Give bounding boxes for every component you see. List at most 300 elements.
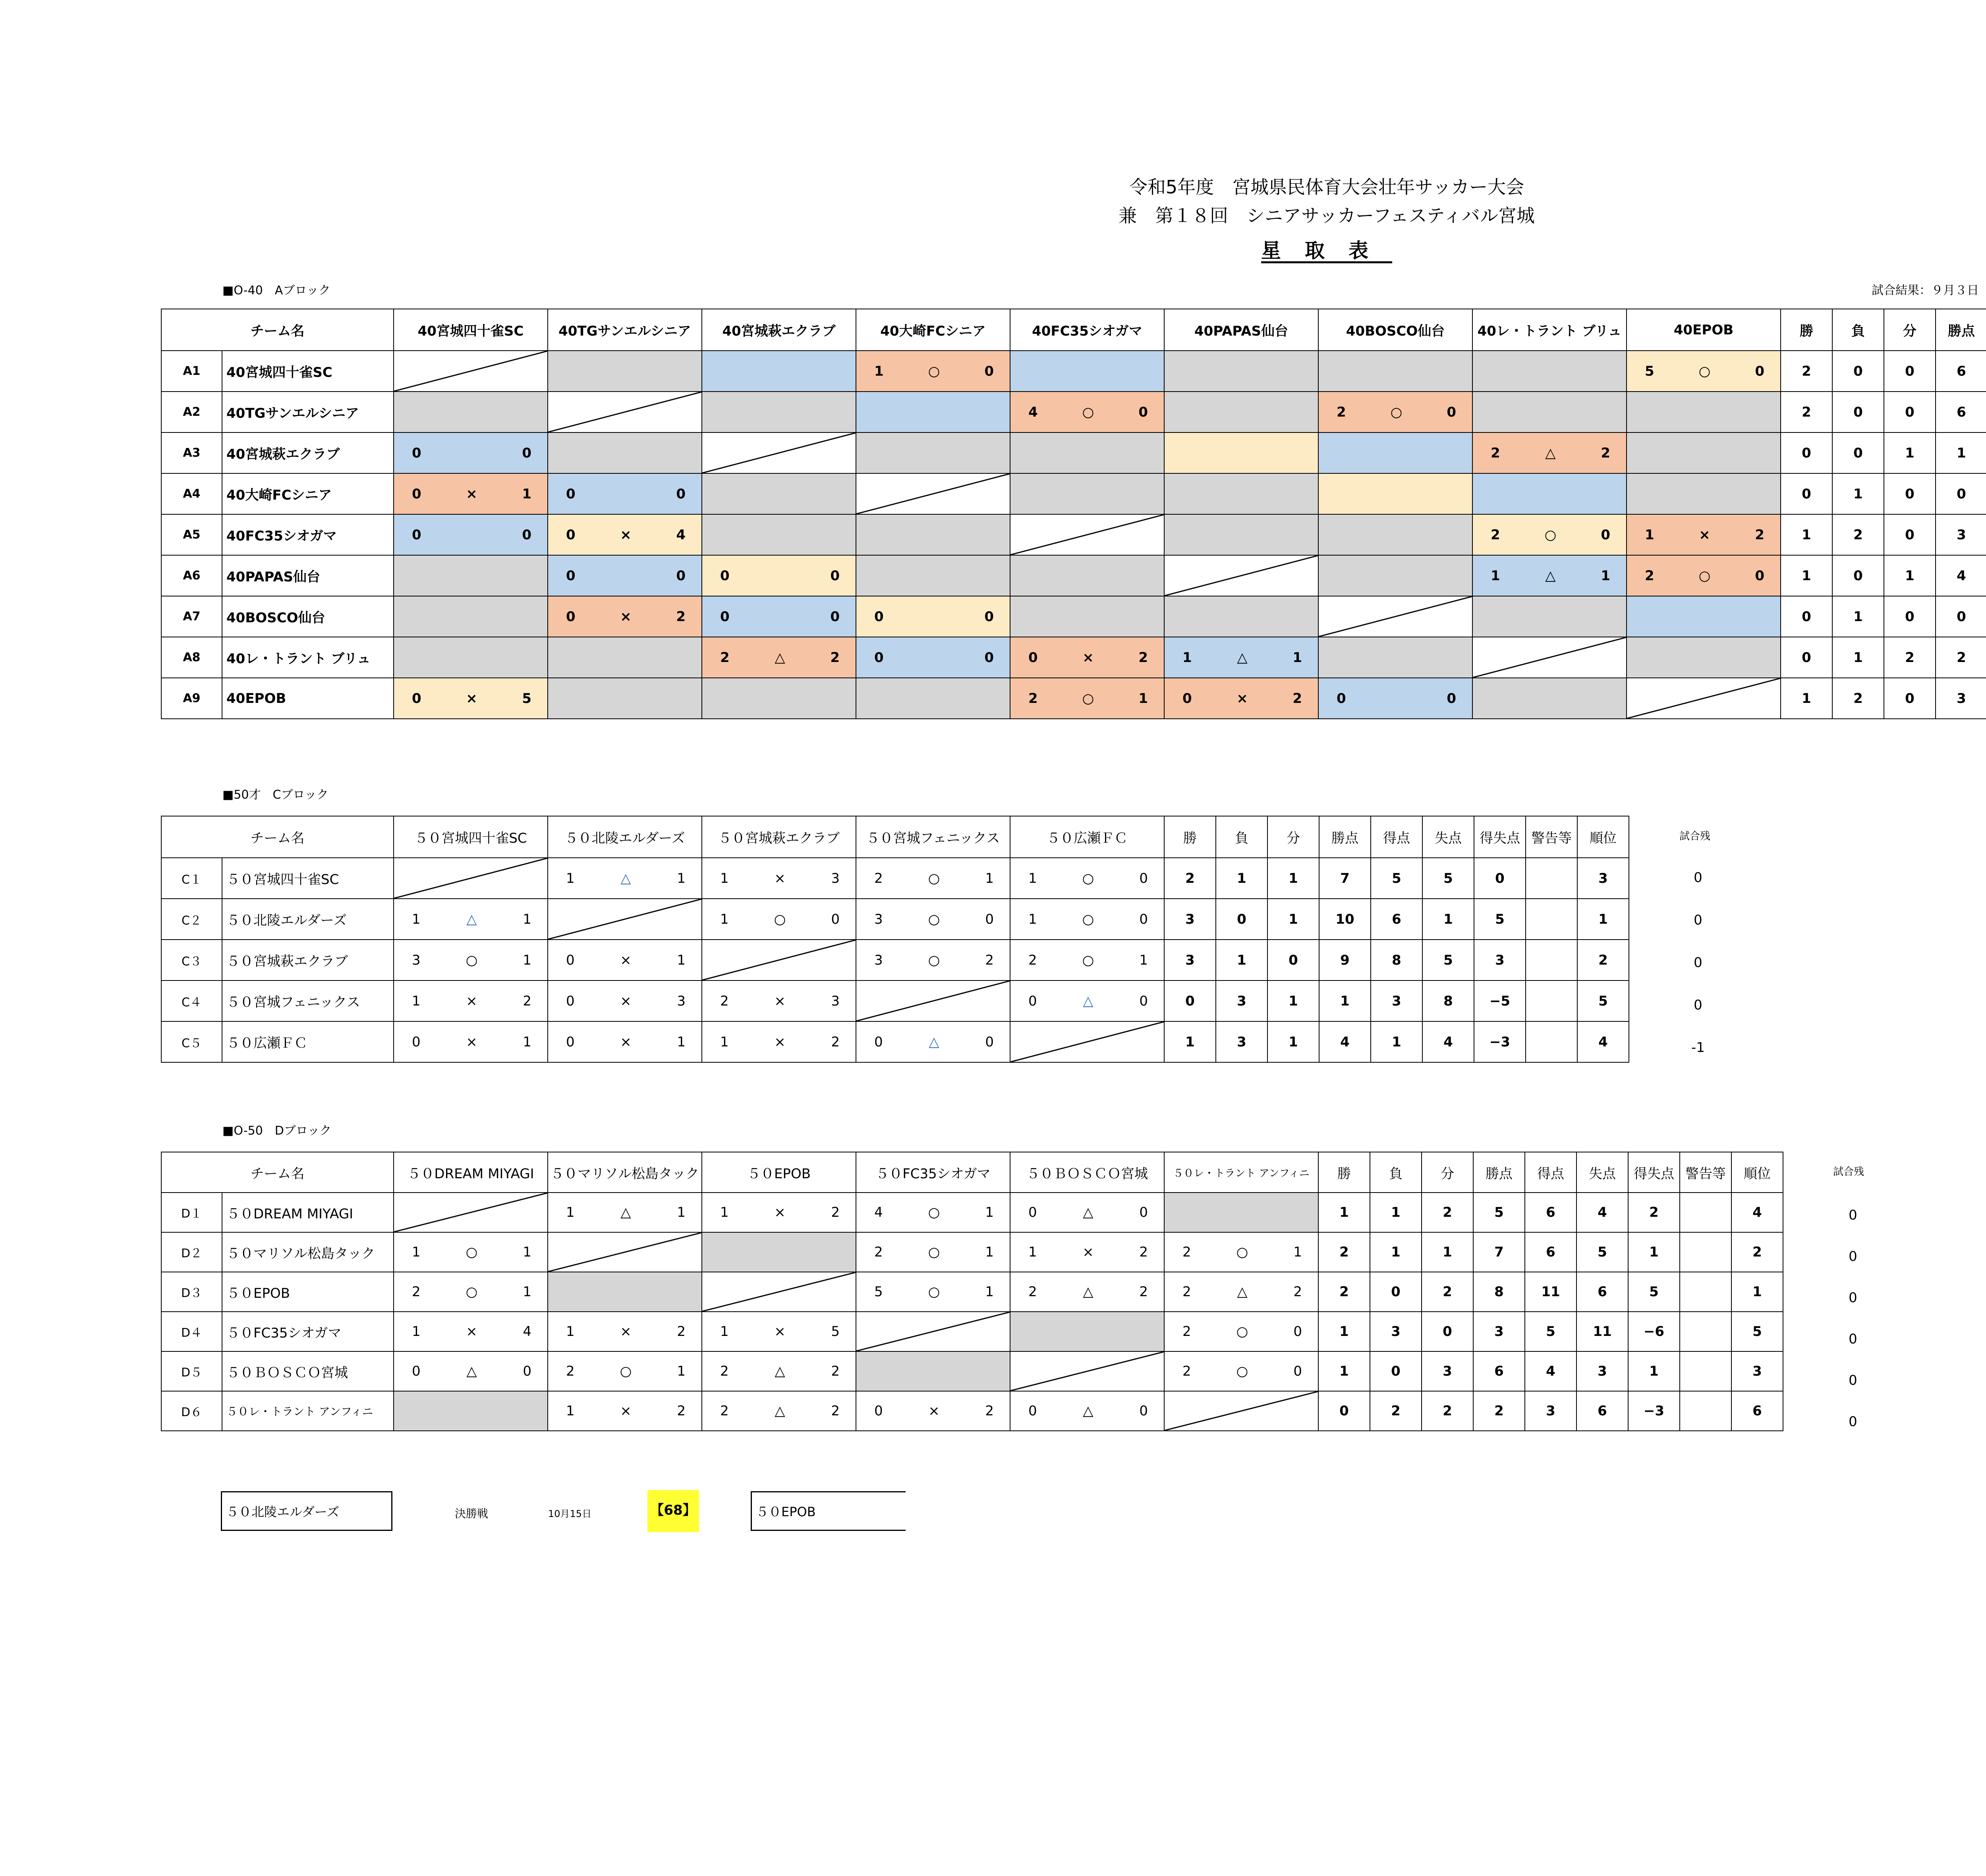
- result-mark: ×: [620, 1034, 632, 1050]
- block-c-score: [548, 993, 701, 1009]
- block-c-score: [394, 993, 547, 1009]
- block-a-result-cell: [1010, 514, 1164, 555]
- block-a-row-team-name: 40TGサンエルシニア: [222, 392, 394, 432]
- block-c-stat-pts: 4: [1319, 1021, 1371, 1062]
- block-d-stat-lose: 0: [1370, 1351, 1422, 1391]
- result-mark: ○: [928, 952, 940, 968]
- result-mark: △: [775, 1363, 785, 1379]
- block-a-row: [161, 678, 1986, 719]
- block-d-stat-pts: 7: [1473, 1232, 1525, 1272]
- block-d-row-id: D２: [161, 1232, 222, 1272]
- score-away: 0: [1138, 404, 1148, 420]
- block-c-stat-draw: 1: [1267, 899, 1319, 940]
- block-a-result-cell: [1318, 432, 1472, 473]
- block-a-stat-lose: 1: [1832, 637, 1884, 678]
- score-home: 2: [1182, 1363, 1191, 1379]
- score-home: 3: [412, 952, 421, 968]
- result-mark: △: [620, 1204, 631, 1220]
- score-home: 0: [566, 1034, 575, 1050]
- block-d-header-ga: 失点: [1576, 1152, 1628, 1193]
- block-a-score: [856, 650, 1010, 666]
- block-d-score: [856, 1284, 1010, 1300]
- block-d-stat-win: 2: [1318, 1272, 1370, 1312]
- block-d-stat-win: 1: [1318, 1351, 1370, 1391]
- block-a-stat-draw: 0: [1884, 678, 1936, 719]
- score-away: 0: [1139, 993, 1148, 1009]
- block-c-stat-draw: 1: [1267, 980, 1319, 1021]
- block-c-result-cell: [548, 858, 702, 899]
- block-a-result-cell: [1472, 678, 1627, 719]
- block-c-result-cell: [856, 1021, 1010, 1062]
- score-home: 0: [720, 608, 730, 625]
- block-a-stat-pts: 0: [1936, 596, 1986, 637]
- block-a-row-team-name: 40宮城四十雀SC: [222, 351, 394, 392]
- score-home: 2: [1337, 404, 1346, 420]
- title-line-3: [0, 238, 1986, 263]
- result-mark: ○: [1236, 1324, 1248, 1339]
- block-c-stat-pts: 10: [1319, 899, 1371, 940]
- block-d-row-id: D５: [161, 1351, 222, 1391]
- block-a-result-cell: [1627, 514, 1781, 555]
- score-away: 1: [677, 870, 686, 886]
- block-a-stat-lose: 2: [1832, 678, 1884, 719]
- block-a-score: [702, 568, 856, 584]
- block-c-row: [161, 980, 1629, 1021]
- block-d-result-cell: [1010, 1391, 1164, 1431]
- block-a-score: [702, 650, 856, 666]
- score-home: 2: [1645, 567, 1654, 584]
- score-away: 1: [523, 911, 531, 927]
- score-away: 0: [984, 608, 994, 625]
- block-a-row: [161, 514, 1986, 555]
- result-mark: ○: [1698, 567, 1711, 584]
- block-a-result-cell: [394, 514, 548, 555]
- block-d-stat-lose: 3: [1370, 1312, 1422, 1351]
- block-c-result-cell: [1010, 1021, 1164, 1062]
- score-away: 1: [985, 1244, 994, 1260]
- score-home: 0: [566, 952, 575, 968]
- result-mark: ○: [466, 1244, 478, 1260]
- block-d-row: [161, 1272, 1783, 1312]
- block-a-result-cell: [1318, 514, 1472, 555]
- block-a-row: [161, 637, 1986, 678]
- block-a-score: [1010, 404, 1164, 420]
- block-d-result-cell: [702, 1193, 856, 1232]
- block-a-score: [1319, 404, 1472, 420]
- block-a-result-cell: [1164, 432, 1318, 473]
- block-a-score: [856, 363, 1010, 379]
- score-home: 1: [720, 911, 729, 927]
- score-away: 0: [985, 1034, 994, 1050]
- result-mark: ○: [928, 363, 940, 379]
- score-home: 0: [1028, 993, 1037, 1009]
- block-a-header-opponent: 40FC35シオガマ: [1010, 309, 1164, 351]
- result-mark: △: [775, 1403, 785, 1419]
- block-d-result-cell: [1164, 1391, 1318, 1431]
- block-a-row-id: A5: [161, 514, 222, 555]
- block-a-result-cell: [394, 432, 548, 473]
- block-c-header-ga: 失点: [1422, 816, 1474, 858]
- score-home: 0: [412, 690, 421, 706]
- block-a-result-cell: [856, 514, 1010, 555]
- block-c-stat-ga: 8: [1422, 980, 1474, 1021]
- block-d-score: [856, 1244, 1010, 1260]
- block-d-result-cell: [856, 1312, 1010, 1351]
- block-d-stat-draw: 2: [1422, 1272, 1473, 1312]
- block-d-result-cell: [394, 1391, 548, 1431]
- score-home: 0: [566, 527, 576, 543]
- score-away: 1: [1601, 567, 1610, 584]
- block-a-row-team-name: 40宮城萩エクラブ: [222, 432, 394, 473]
- block-a-header-opponent: 40宮城四十雀SC: [394, 309, 548, 351]
- block-c-stat-win: 3: [1164, 899, 1216, 940]
- score-away: 0: [523, 1363, 531, 1379]
- block-d-result-cell: [1164, 1232, 1318, 1272]
- block-d-table: [161, 1152, 1783, 1431]
- block-a-result-cell: [1318, 637, 1472, 678]
- block-c-score: [856, 1034, 1010, 1050]
- block-a-score: [394, 691, 547, 706]
- block-a-result-cell: [856, 473, 1010, 514]
- block-a-stat-lose: 2: [1832, 514, 1884, 555]
- block-d-result-cell: [1010, 1193, 1164, 1232]
- block-c-row-id: C４: [161, 980, 222, 1021]
- score-away: 2: [1293, 1284, 1302, 1300]
- block-a-result-cell: [394, 473, 548, 514]
- result-mark: △: [1083, 1284, 1093, 1300]
- block-a-row: [161, 596, 1986, 637]
- block-a-result-cell: [1010, 637, 1164, 678]
- block-a-header-opponent: 40TGサンエルシニア: [548, 309, 702, 351]
- score-home: 2: [874, 1244, 883, 1260]
- block-d-stat-win: 1: [1318, 1193, 1370, 1232]
- score-home: 5: [874, 1284, 883, 1300]
- block-a-score: [1165, 691, 1318, 706]
- block-d-row: [161, 1312, 1783, 1351]
- score-away: 2: [1139, 1284, 1148, 1300]
- result-mark: △: [1545, 445, 1556, 461]
- block-a-result-cell: [548, 678, 702, 719]
- block-c-stat-gf: 8: [1371, 940, 1422, 980]
- block-d-remain-value: 0: [1849, 1290, 1857, 1306]
- score-away: 2: [1601, 445, 1610, 461]
- block-d-score: [394, 1324, 547, 1339]
- block-c-row: [161, 1021, 1629, 1062]
- score-home: 0: [566, 608, 576, 625]
- score-away: 0: [1139, 870, 1148, 886]
- block-c-stat-gf: 3: [1371, 980, 1422, 1021]
- result-mark: ×: [466, 690, 477, 706]
- block-a-result-cell: [1010, 596, 1164, 637]
- block-d-stat-pts: 3: [1473, 1312, 1525, 1351]
- block-a-score: [394, 486, 547, 502]
- score-home: 2: [720, 993, 729, 1009]
- score-away: 0: [1755, 363, 1764, 379]
- block-a-result-cell: [1010, 432, 1164, 473]
- score-away: 0: [1139, 911, 1148, 927]
- block-a-row: [161, 555, 1986, 596]
- score-away: 0: [522, 527, 531, 543]
- block-c-stat-ga: 1: [1422, 899, 1474, 940]
- block-a-row-team-name: 40レ・トラント ブリュ: [222, 637, 394, 678]
- result-mark: ×: [620, 527, 632, 543]
- block-a-result-cell: [856, 392, 1010, 432]
- block-c-stat-warn: [1526, 858, 1577, 899]
- score-away: 0: [1447, 690, 1456, 706]
- score-away: 0: [522, 445, 531, 461]
- block-a-result-cell: [1472, 432, 1627, 473]
- block-d-result-cell: [548, 1351, 702, 1391]
- score-away: 0: [1139, 1204, 1148, 1220]
- result-mark: ×: [620, 1403, 632, 1419]
- block-a-result-cell: [1010, 678, 1164, 719]
- block-a-stat-draw: 0: [1884, 596, 1936, 637]
- block-a-result-cell: [1164, 514, 1318, 555]
- block-a-stat-win: 0: [1781, 637, 1832, 678]
- score-away: 1: [1138, 690, 1148, 706]
- result-mark: ○: [774, 911, 786, 927]
- score-away: 0: [1447, 404, 1456, 420]
- result-mark: ×: [774, 1324, 786, 1339]
- block-a-result-cell: [856, 432, 1010, 473]
- result-mark: ×: [620, 608, 632, 625]
- score-home: 1: [566, 1403, 575, 1419]
- block-d-result-cell: [394, 1193, 548, 1232]
- block-a-stat-lose: 0: [1832, 351, 1884, 392]
- block-a-header-opponent: 40EPOB: [1627, 309, 1781, 351]
- result-mark: △: [1545, 567, 1556, 584]
- score-home: 1: [874, 363, 884, 379]
- block-a-row: [161, 351, 1986, 392]
- block-c-result-cell: [548, 980, 702, 1021]
- block-c-result-cell: [702, 899, 856, 940]
- block-d-stat-rank: 4: [1731, 1193, 1783, 1232]
- block-c-stat-rank: 1: [1577, 899, 1629, 940]
- score-away: 4: [676, 527, 686, 543]
- block-d-stat-ga: 5: [1576, 1232, 1628, 1272]
- score-home: 0: [874, 649, 884, 666]
- block-a-stat-lose: 0: [1832, 432, 1884, 473]
- block-a-result-cell: [1164, 473, 1318, 514]
- score-home: 3: [874, 952, 883, 968]
- block-c-result-cell: [856, 980, 1010, 1021]
- score-home: 0: [874, 608, 884, 625]
- block-d-row-team-name: ５０マリソル松島タック: [222, 1232, 394, 1272]
- block-c-result-cell: [702, 1021, 856, 1062]
- score-away: 1: [985, 870, 994, 886]
- block-a-result-cell: [1472, 637, 1627, 678]
- result-mark: ○: [1082, 952, 1094, 968]
- block-d-score: [548, 1363, 701, 1379]
- block-a-score: [1627, 527, 1780, 543]
- block-a-result-cell: [394, 555, 548, 596]
- block-a-score: [394, 527, 547, 543]
- block-c-stat-ga: 5: [1422, 940, 1474, 980]
- block-d-stat-gf: 5: [1525, 1312, 1576, 1351]
- score-home: 0: [566, 993, 575, 1009]
- block-c-row-team-name: ５０北陵エルダーズ: [222, 899, 394, 940]
- block-c-score: [1010, 911, 1164, 927]
- block-a-result-cell: [856, 555, 1010, 596]
- block-c-result-cell: [394, 940, 548, 980]
- block-c-score: [394, 911, 547, 927]
- block-d-stat-gd: 1: [1628, 1232, 1680, 1272]
- block-d-result-cell: [702, 1232, 856, 1272]
- block-a-row-id: A4: [161, 473, 222, 514]
- block-d-header-draw: 分: [1422, 1152, 1473, 1193]
- block-d-score: [1010, 1204, 1164, 1220]
- block-d-score: [702, 1324, 856, 1339]
- block-d-stat-gf: 6: [1525, 1232, 1576, 1272]
- block-c-result-cell: [394, 980, 548, 1021]
- block-d-stat-gd: −6: [1628, 1312, 1680, 1351]
- score-away: 2: [831, 1034, 840, 1050]
- block-a-stat-pts: 6: [1936, 351, 1986, 392]
- block-a-stat-win: 0: [1781, 473, 1832, 514]
- block-c-row-id: C５: [161, 1021, 222, 1062]
- block-c-remain-value: 0: [1694, 912, 1702, 928]
- score-away: 0: [676, 567, 686, 584]
- result-mark: ○: [1082, 404, 1094, 420]
- score-home: 2: [720, 1403, 729, 1419]
- block-a-score: [1319, 691, 1472, 706]
- block-a-header-lose: 負: [1832, 309, 1884, 351]
- block-d-header-rank: 順位: [1731, 1152, 1783, 1193]
- score-home: 4: [1028, 404, 1038, 420]
- block-a-result-cell: [1318, 596, 1472, 637]
- score-away: 1: [985, 1204, 994, 1220]
- result-mark: ○: [928, 1284, 940, 1300]
- score-home: 1: [566, 1204, 575, 1220]
- block-a-row: [161, 392, 1986, 432]
- block-a-stat-pts: 3: [1936, 678, 1986, 719]
- block-c-stat-warn: [1526, 980, 1577, 1021]
- result-mark: ○: [928, 870, 940, 886]
- block-d-stat-ga: 6: [1576, 1391, 1628, 1431]
- block-a-result-cell: [1627, 678, 1781, 719]
- result-mark: ×: [1699, 527, 1710, 543]
- score-away: 2: [831, 1403, 840, 1419]
- block-a-row: [161, 432, 1986, 473]
- final-team-1: ５０北陵エルダーズ: [221, 1491, 392, 1531]
- block-d-row: [161, 1193, 1783, 1232]
- block-d-result-cell: [702, 1351, 856, 1391]
- block-a-result-cell: [394, 596, 548, 637]
- block-d-row-team-name: ５０レ・トラント アンフィニ: [222, 1391, 394, 1431]
- block-c-header-warn: 警告等: [1526, 816, 1577, 858]
- score-home: 0: [1028, 1403, 1037, 1419]
- block-d-score: [702, 1363, 856, 1379]
- block-a-result-cell: [1627, 473, 1781, 514]
- block-d-stat-pts: 2: [1473, 1391, 1525, 1431]
- block-d-result-cell: [856, 1272, 1010, 1312]
- block-a-header-win: 勝: [1781, 309, 1832, 351]
- block-a-result-cell: [548, 473, 702, 514]
- block-c-result-cell: [1010, 980, 1164, 1021]
- block-c-header-team: チーム名: [161, 816, 394, 858]
- block-a-stat-draw: 0: [1884, 473, 1936, 514]
- block-d-score: [1010, 1403, 1164, 1419]
- block-a-result-cell: [548, 637, 702, 678]
- block-a-header-opponent: 40BOSCO仙台: [1318, 309, 1472, 351]
- block-c-header-gd: 得失点: [1474, 816, 1526, 858]
- block-c-stat-rank: 3: [1577, 858, 1629, 899]
- block-a-result-cell: [1164, 555, 1318, 596]
- block-a-result-cell: [856, 596, 1010, 637]
- block-c-result-cell: [548, 899, 702, 940]
- block-c-row-team-name: ５０宮城萩エクラブ: [222, 940, 394, 980]
- score-home: 2: [1028, 952, 1037, 968]
- score-away: 4: [523, 1324, 531, 1339]
- block-c-result-cell: [1010, 899, 1164, 940]
- block-d-score: [856, 1403, 1010, 1419]
- block-a-result-cell: [1472, 351, 1627, 392]
- block-a-result-cell: [1472, 392, 1627, 432]
- score-away: 0: [830, 608, 840, 625]
- block-d-stat-win: 1: [1318, 1312, 1370, 1351]
- block-a-row-id: A2: [161, 392, 222, 432]
- block-c-row-id: C２: [161, 899, 222, 940]
- block-d-score: [1010, 1244, 1164, 1260]
- block-a-stat-draw: 0: [1884, 351, 1936, 392]
- score-away: 5: [522, 690, 531, 706]
- block-a-row-id: A6: [161, 555, 222, 596]
- block-a-row-id: A1: [161, 351, 222, 392]
- block-c-remain-value: -1: [1691, 1040, 1705, 1056]
- score-away: 2: [831, 1363, 840, 1379]
- block-a-result-cell: [1318, 678, 1472, 719]
- block-c-table: [161, 816, 1629, 1063]
- score-home: 1: [566, 870, 575, 886]
- block-a-row-team-name: 40FC35シオガマ: [222, 514, 394, 555]
- score-home: 1: [566, 1324, 575, 1339]
- result-mark: ○: [1082, 690, 1094, 706]
- block-d-result-cell: [856, 1391, 1010, 1431]
- block-d-result-cell: [394, 1272, 548, 1312]
- block-c-result-cell: [702, 940, 856, 980]
- block-a-result-cell: [702, 514, 856, 555]
- score-home: 1: [412, 911, 421, 927]
- score-away: 2: [1755, 527, 1764, 543]
- result-mark: ×: [774, 993, 786, 1009]
- block-d-row-team-name: ５０ＢＯＳＣＯ宮城: [222, 1351, 394, 1391]
- block-a-result-cell: [394, 392, 548, 432]
- block-c-score: [548, 952, 701, 968]
- score-away: 2: [985, 1403, 994, 1419]
- block-c-stat-gd: −5: [1474, 980, 1526, 1021]
- block-d-stat-gd: 5: [1628, 1272, 1680, 1312]
- result-mark: ×: [774, 870, 786, 886]
- score-home: 3: [874, 911, 883, 927]
- block-d-row-id: D４: [161, 1312, 222, 1351]
- block-c-result-cell: [856, 899, 1010, 940]
- result-mark: △: [775, 649, 785, 666]
- block-a-label: ■O-40 Aブロック: [222, 284, 330, 297]
- result-mark: ×: [774, 1034, 786, 1050]
- score-away: 1: [522, 486, 531, 502]
- score-home: 4: [874, 1204, 883, 1220]
- block-a-result-cell: [856, 351, 1010, 392]
- block-c-score: [856, 870, 1010, 886]
- result-mark: ×: [1082, 649, 1094, 666]
- block-d-stat-warn: [1680, 1351, 1731, 1391]
- block-a-row-id: A7: [161, 596, 222, 637]
- block-c-stat-draw: 1: [1267, 1021, 1319, 1062]
- block-d-header-opponent: ５０DREAM MIYAGI: [394, 1152, 548, 1193]
- block-d-stat-rank: 1: [1731, 1272, 1783, 1312]
- block-c-stat-gd: 0: [1474, 858, 1526, 899]
- score-away: 0: [985, 911, 994, 927]
